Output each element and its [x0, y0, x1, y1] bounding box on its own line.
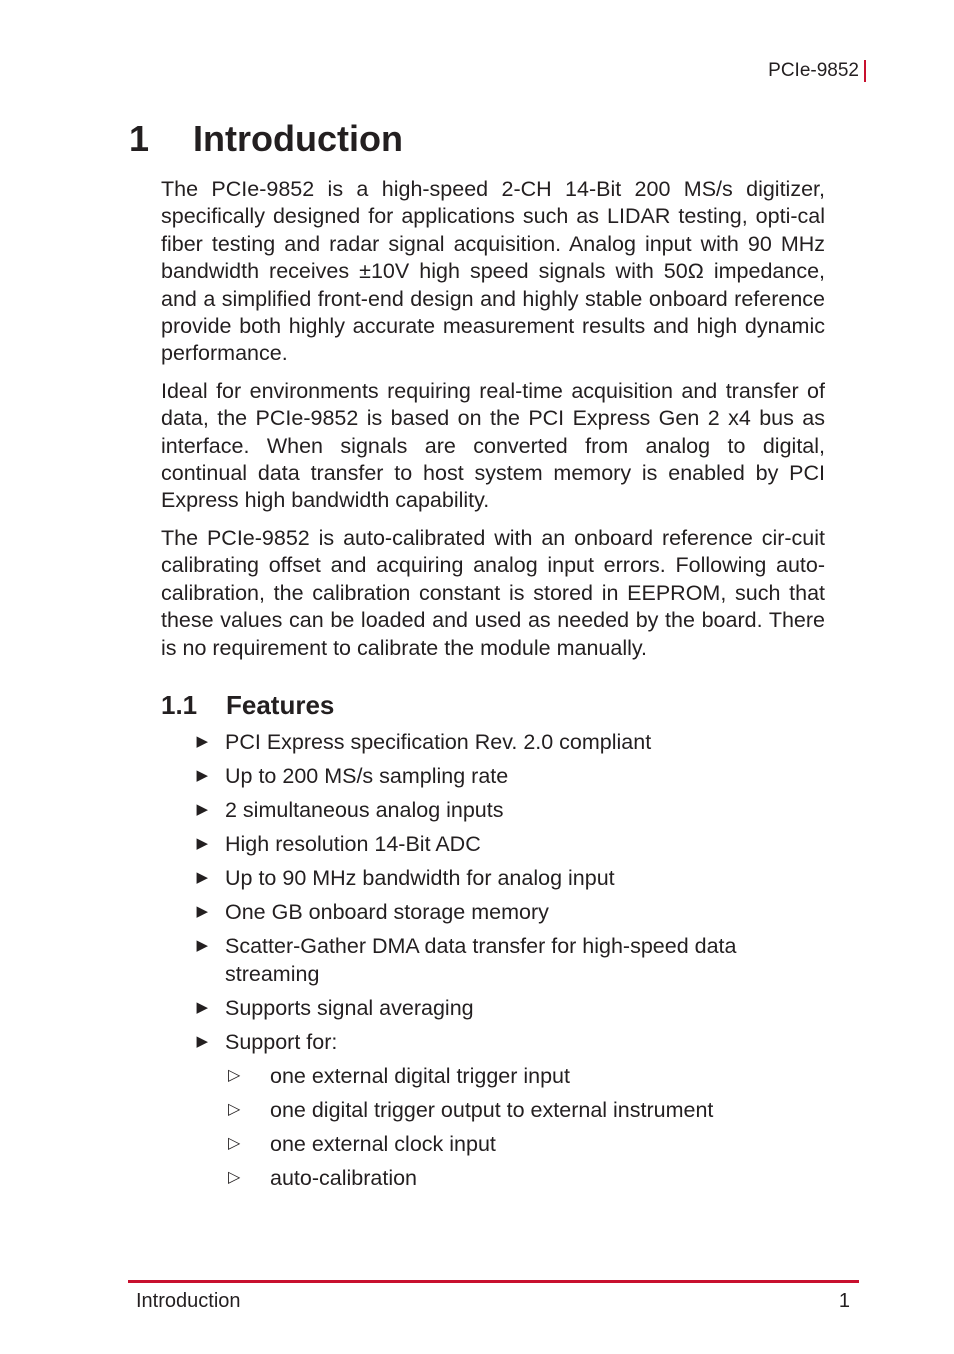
list-item — [161, 762, 825, 790]
section-title: Features — [226, 690, 335, 720]
list-item — [161, 994, 825, 1022]
sub-feature-text: auto-calibration — [270, 1166, 418, 1190]
footer-divider — [128, 1280, 859, 1283]
list-item — [161, 932, 825, 988]
list-item — [161, 864, 825, 892]
chapter-title: Introduction — [193, 118, 403, 159]
feature-text: Scatter-Gather DMA data transfer for high-speed data streaming — [225, 934, 737, 986]
list-item — [161, 796, 825, 824]
list-item — [161, 898, 825, 926]
feature-list — [161, 728, 825, 1198]
intro-paragraph-3: The PCIe-9852 is auto-calibrated with an onboard reference cir-cuit calibrating offset and acquiring analog input errors. Following auto-calibration, the calibration constant is stored in EEPROM, such that these values can be loaded and used as needed by the board. There is no requirement to calibrate the module manually. — [161, 525, 825, 660]
bullet-arrow-icon: ▶ — [196, 767, 208, 784]
feature-text: High resolution 14-Bit ADC — [225, 832, 481, 856]
bullet-outline-arrow-icon: ▷ — [228, 1101, 241, 1118]
chapter-heading — [129, 118, 403, 160]
list-item — [161, 1028, 825, 1056]
bullet-arrow-icon: ▶ — [196, 903, 208, 920]
sub-list-item — [161, 1164, 825, 1192]
feature-text: Up to 200 MS/s sampling rate — [225, 764, 509, 788]
intro-body — [161, 176, 825, 672]
bullet-arrow-icon: ▶ — [196, 869, 208, 886]
sub-feature-text: one digital trigger output to external instrument — [270, 1098, 714, 1122]
footer-page-number: 1 — [838, 1290, 850, 1312]
sub-feature-group — [161, 1062, 825, 1192]
bullet-arrow-icon: ▶ — [196, 733, 208, 750]
feature-text: One GB onboard storage memory — [225, 900, 549, 924]
header-doc-title: PCIe-9852 — [768, 60, 859, 81]
bullet-arrow-icon: ▶ — [196, 835, 208, 852]
list-item — [161, 728, 825, 756]
sub-list-item — [161, 1096, 825, 1124]
bullet-arrow-icon: ▶ — [196, 1033, 208, 1050]
list-item — [161, 830, 825, 858]
sub-feature-text: one external digital trigger input — [270, 1064, 570, 1088]
chapter-number: 1 — [129, 118, 150, 159]
bullet-arrow-icon: ▶ — [196, 801, 208, 818]
sub-feature-text: one external clock input — [270, 1132, 496, 1156]
header-accent-bar — [864, 60, 866, 82]
sub-list-item — [161, 1130, 825, 1158]
section-heading — [161, 690, 334, 721]
intro-paragraph-2: Ideal for environments requiring real-time acquisition and transfer of data, the PCIe-9852 is based on the PCI Express Gen 2 x4 bus as interface. When signals are converted from analog to digital, continual data transfer to host system memory is enabled by PCI Express high bandwidth capability. — [161, 378, 825, 513]
feature-text: Supports signal averaging — [225, 996, 474, 1020]
intro-paragraph-1: The PCIe-9852 is a high-speed 2-CH 14-Bit 200 MS/s digitizer, specifically designed for applications such as LIDAR testing, opti-cal fiber testing and radar signal acquisition. Analog input with 90 MHz bandwidth receives ±10V high speed signals with 50Ω impedance, and a simplified front-end design and highly stable onboard reference provide both highly accurate measurement results and high dynamic performance. — [161, 177, 825, 366]
section-number: 1.1 — [161, 690, 198, 720]
bullet-outline-arrow-icon: ▷ — [228, 1169, 241, 1186]
running-header — [768, 60, 866, 82]
feature-text: Up to 90 MHz bandwidth for analog input — [225, 866, 615, 890]
bullet-arrow-icon: ▶ — [196, 937, 208, 954]
feature-text: Support for: — [225, 1030, 338, 1054]
feature-text: PCI Express specification Rev. 2.0 compliant — [225, 730, 652, 754]
sub-list-item — [161, 1062, 825, 1090]
bullet-arrow-icon: ▶ — [196, 999, 208, 1016]
feature-text: 2 simultaneous analog inputs — [225, 798, 504, 822]
sub-feature-list — [161, 1062, 825, 1192]
bullet-outline-arrow-icon: ▷ — [228, 1067, 241, 1084]
bullet-outline-arrow-icon: ▷ — [228, 1135, 241, 1152]
footer-section-name: Introduction — [136, 1290, 241, 1312]
